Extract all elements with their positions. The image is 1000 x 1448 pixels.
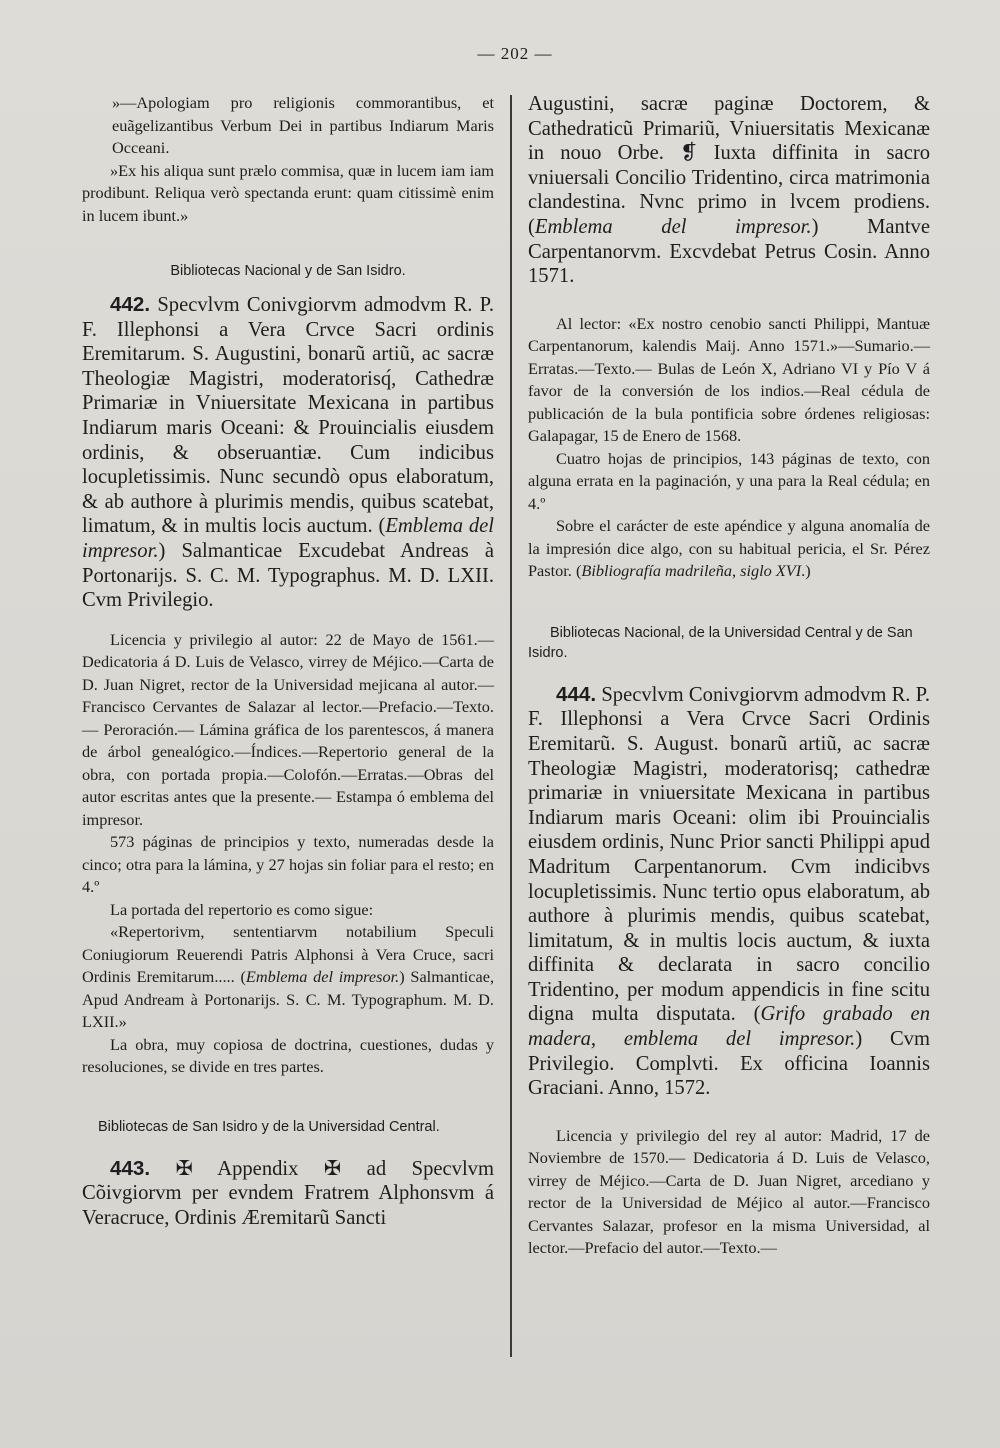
entry-442 bbox=[82, 293, 494, 613]
entry-imprint: ) Cvm Privilegio. Complvti. Ex officina Ioannis Graciani. Anno, 1572. bbox=[528, 1028, 930, 1100]
entry-444-notes bbox=[528, 1125, 930, 1260]
entry-title: ✠ Appendix ✠ ad Specvlvm Cõivgiorvm per evndem Fratrem Alphonsvm á Veracruce, Ordinis Æremitarũ Sancti bbox=[82, 1157, 494, 1229]
repertorio-quote bbox=[82, 921, 494, 1034]
note-paragraph: La portada del repertorio es como sigue: bbox=[110, 899, 374, 919]
entry-442-notes bbox=[82, 629, 494, 1079]
note-text: .) bbox=[801, 561, 811, 581]
entry-443-notes bbox=[528, 313, 930, 583]
entry-443-continued bbox=[528, 92, 930, 289]
entry-number: 442. bbox=[110, 293, 151, 316]
library-note: Bibliotecas Nacional, de la Universidad Central y de San Isidro. bbox=[528, 624, 913, 661]
note-paragraph: Al lector: «Ex nostro cenobio sancti Philippi, Mantuæ Carpentanorum, kalendis Maij. Anno 1571.»—Sumario.— Erratas.—Texto.— Bulas de León X, Adriano VI y Pío V á favor de la conversión de los indios.—Real cédula de publicación de la bula pontificia sobre órdenes religiosas: Galapagar, 15 de Enero de 1568. bbox=[528, 313, 930, 446]
entry-italic: Emblema del impresor. bbox=[82, 515, 494, 562]
entry-title: Augustini, sacræ paginæ Doctorem, & Cathedraticũ Primariũ, Vniuersitatis Mexicanæ in nouo Orbe. ❡ Iuxta diffinita in sacro vniuersali Concilio Tridentino, circa matrimonia clandestina. Nvnc primo in lvcem prodiens. ( bbox=[528, 93, 930, 238]
entry-443 bbox=[82, 1157, 494, 1231]
library-note: Bibliotecas de San Isidro y de la Universidad Central. bbox=[98, 1118, 440, 1135]
entry-italic: Grifo grabado en madera, emblema del impresor. bbox=[528, 1003, 930, 1051]
right-column bbox=[510, 92, 930, 1260]
note-paragraph: Cuatro hojas de principios, 143 páginas de texto, con alguna errata en la paginación, y una para la Real cédula; en 4.º bbox=[528, 448, 930, 513]
entry-imprint: ) Mantve Carpentanorvm. Excvdebat Petrus Cosin. Anno 1571. bbox=[528, 215, 930, 288]
note-paragraph: Licencia y privilegio al autor: 22 de Mayo de 1561.—Dedicatoria á D. Luis de Velasco, virrey de Méjico.—Carta de D. Juan Nigret, rector de la Universidad mejicana al autor.—Francisco Cervantes de Salazar al lector.—Prefacio.—Texto.— Peroración.— Lámina gráfica de los parentescos, á manera de árbol genealógico.—Índices.—Repertorio general de la obra, con portada propia.—Colofón.—Erratas.—Obras del autor escritas antes que la presente.— Estampa ó emblema del impresor. bbox=[82, 629, 494, 829]
entry-number: 444. bbox=[556, 682, 597, 706]
entry-title: Specvlvm Conivgiorvm admodvm R. P. F. Illephonsi a Vera Crvce Sacri Ordinis Eremitarũ. S. August. bonarũ artiũ, ac sacræ Theologiæ Magistri, moderatorisq; cathedræ primariæ in vniuersitate Mexicana in partibus Indiarum maris Oceani: olim ibi Prouincialis eiusdem ordinis, Nunc Prior sancti Philippi apud Madritum Carpentanorum. Cvm indicibvs locupletissimis. Nunc tertio opus elaboratum, ab authore à plurimis mendis, quibus scatebat, limitatum, & in multis locis auctum, & iuxta diffinita & declarata in sacro concilio Tridentino, per modum appendicis in fine scitu digna multa disputata. ( bbox=[528, 683, 930, 1026]
quote-paragraph: »—Apologiam pro religionis commorantibus, et euãgelizantibus Verbum Dei in partibus Indiarum Maris Occeani. bbox=[112, 93, 494, 157]
library-note: Bibliotecas Nacional y de San Isidro. bbox=[170, 263, 406, 279]
note-text: Sobre el carácter de este apéndice y alguna anomalía de la impresión dice algo, con su habitual pericia, el Sr. Pérez Pastor. ( bbox=[528, 516, 930, 581]
entry-444 bbox=[528, 683, 930, 1101]
quote-text: «Repertorivm, sententiarvm notabilium Speculi Coniugiorum Reuerendi Patris Alphonsi à Vera Cruce, sacri Ordinis Eremitarum..... ( bbox=[82, 922, 494, 987]
note-italic: siglo XVI bbox=[740, 561, 802, 581]
note-paragraph: La obra, muy copiosa de doctrina, cuestiones, dudas y resoluciones, se divide en tres partes. bbox=[82, 1034, 494, 1077]
quote-paragraph: »Ex his aliqua sunt prælo commisa, quæ in lucem iam iam prodibunt. Reliqua verò spectanda erunt: quam citissimè enim in lucem ibunt.» bbox=[82, 160, 494, 225]
entry-title: Specvlvm Conivgiorvm admodvm R. P. F. Illephonsi a Vera Crvce Sacri ordinis Eremitarum. S. Augustini, bonarũ artiũ, ac sacræ Theologiæ Magistri, moderatorisq́, Cathedræ Primariæ in Vniuersitate Mexicana in partibus Indiarum maris Oceani: & Prouincialis eiusdem ordinis, & obseruantiæ. Cum indicibus locupletissimis. Nunc secundò opus elaboratum, & ab authore à plurimis mendis, quibus scatebat, limatum, & in multis locis auctum. ( bbox=[82, 294, 494, 538]
note-paragraph bbox=[528, 515, 930, 583]
quote-italic: Emblema del impresor. bbox=[245, 967, 400, 987]
quote-text: ) Salmanticae, Apud Andream à Portonarijs. S. C. M. Typographum. M. D. LXII.» bbox=[82, 967, 495, 1032]
note-paragraph: 573 páginas de principios y texto, numeradas desde la cinco; otra para la lámina, y 27 hojas sin foliar para el resto; en 4.º bbox=[82, 832, 494, 897]
entry-italic: Emblema del impresor. bbox=[534, 215, 812, 238]
note-paragraph: Licencia y privilegio del rey al autor: Madrid, 17 de Noviembre de 1570.— Dedicatoria á D. Luis de Velasco, virrey de Méjico.—Carta de D. Juan Nigret, arcediano y rector de la Universidad de Méjico al autor.—Francisco Cervantes Salazar, profesor en la misma Universidad, al lector.—Prefacio del autor.—Texto.— bbox=[528, 1125, 930, 1258]
note-text: , bbox=[731, 561, 741, 581]
note-italic: Bibliografía madrileña bbox=[581, 561, 732, 581]
entry-number: 443. bbox=[110, 1156, 151, 1180]
entry-imprint: ) Salmanticae Excudebat Andreas à Portonarijs. S. C. M. Typographus. M. D. LXII. Cvm Privilegio. bbox=[82, 539, 494, 612]
left-column bbox=[82, 92, 494, 1231]
quote-block bbox=[82, 92, 494, 227]
page-number: — 202 — bbox=[477, 44, 553, 63]
